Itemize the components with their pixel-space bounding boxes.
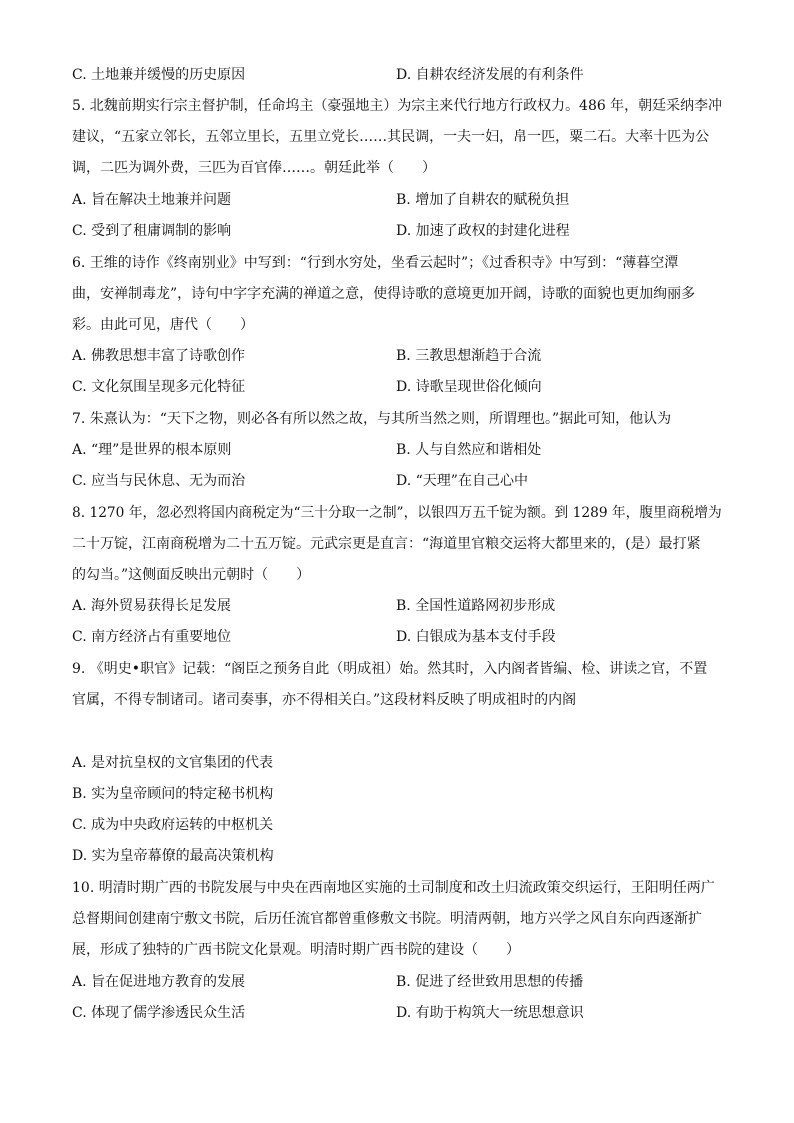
q5-stem-line-2: 建议，“五家立邻长，五邻立里长，五里立党长……其民调，一夫一妇，帛一匹，粟二石。大率十匹为公 <box>72 129 710 145</box>
q7-option-c: C. 应当与民休息、无为而治 <box>72 473 246 489</box>
q8-option-c: C. 南方经济占有重要地位 <box>72 629 232 645</box>
q8-option-d: D. 白银成为基本支付手段 <box>396 629 556 645</box>
q9-option-b: B. 实为皇帝顾问的特定秘书机构 <box>72 786 274 802</box>
q10-stem-line-2: 总督期间创建南宁敷文书院，后历任流官都曾重修敷文书院。明清两朝，地方兴学之风自东向西逐渐扩 <box>72 911 702 927</box>
q8-option-b: B. 全国性道路网初步形成 <box>396 598 556 614</box>
q5-option-c: C. 受到了租庸调制的影响 <box>72 223 232 239</box>
q6-option-c: C. 文化氛围呈现多元化特征 <box>72 379 246 395</box>
q7-option-d: D. “天理”在自己心中 <box>396 473 528 489</box>
q6-stem-line-2: 曲，安禅制毒龙”，诗句中字字充满的禅道之意，使得诗歌的意境更加开阔，诗歌的面貌也更加绚丽多 <box>72 286 696 302</box>
q10-option-a: A. 旨在促进地方教育的发展 <box>72 974 246 990</box>
q6-option-a: A. 佛教思想丰富了诗歌创作 <box>72 348 246 364</box>
q10-stem-line-3: 展，形成了独特的广西书院文化景观。明清时期广西书院的建设（ ） <box>72 942 520 958</box>
q4-option-c: C. 土地兼并缓慢的历史原因 <box>72 67 246 83</box>
q8-stem-line-2: 二十万锭，江南商税增为二十五万锭。元武宗更是直言：“海道里官粮交运将大都里来的，(是）最打紧 <box>72 536 701 552</box>
q4-option-d: D. 自耕农经济发展的有利条件 <box>396 67 584 83</box>
q8-option-a: A. 海外贸易获得长足发展 <box>72 598 232 614</box>
q5-option-a: A. 旨在解决土地兼并问题 <box>72 192 232 208</box>
q9-option-c: C. 成为中央政府运转的中枢机关 <box>72 817 274 833</box>
q10-stem-line-1: 10. 明清时期广西的书院发展与中央在西南地区实施的土司制度和改土归流政策交织运行，王阳明任两广 <box>72 880 715 896</box>
q7-option-a: A. “理”是世界的根本原则 <box>72 442 232 458</box>
q10-option-c: C. 体现了儒学渗透民众生活 <box>72 1005 246 1021</box>
q7-option-b: B. 人与自然应和谐相处 <box>396 442 542 458</box>
q6-stem-line-1: 6. 王维的诗作《终南别业》中写到：“行到水穷处，坐看云起时”；《过香积寺》中写到：“薄暮空潭 <box>72 255 679 271</box>
q5-option-d: D. 加速了政权的封建化进程 <box>396 223 570 239</box>
q9-option-a: A. 是对抗皇权的文官集团的代表 <box>72 755 274 771</box>
q5-stem-line-3: 调，二匹为调外费，三匹为百官俸……。朝廷此举（ ） <box>72 160 436 176</box>
q6-stem-line-3: 彩。由此可见，唐代（ ） <box>72 317 254 333</box>
q5-stem-line-1: 5. 北魏前期实行宗主督护制，任命坞主（豪强地主）为宗主来代行地方行政权力。486 年，朝廷采纳李冲 <box>72 98 723 114</box>
q9-stem-line-2: 官属，不得专制诸司。诸司奏事，亦不得相关白。”这段材料反映了明成祖时的内阁 <box>72 692 577 708</box>
q5-option-b: B. 增加了自耕农的赋税负担 <box>396 192 570 208</box>
q10-option-d: D. 有助于构筑大一统思想意识 <box>396 1005 584 1021</box>
q10-option-b: B. 促进了经世致用思想的传播 <box>396 974 584 990</box>
q8-stem-line-1: 8. 1270 年，忽必烈将国内商税定为“三十分取一之制”，以银四万五千锭为额。到 1289 年，腹里商税增为 <box>72 505 722 521</box>
q9-option-d: D. 实为皇帝幕僚的最高决策机构 <box>72 848 274 864</box>
q6-option-b: B. 三教思想渐趋于合流 <box>396 348 542 364</box>
q8-stem-line-3: 的勾当。”这侧面反映出元朝时（ ） <box>72 567 311 583</box>
q6-option-d: D. 诗歌呈现世俗化倾向 <box>396 379 542 395</box>
q9-stem-line-1: 9. 《明史•职官》记载：“阁臣之预务自此（明成祖）始。然其时，入内阁者皆编、检、讲读之官，不置 <box>72 661 708 677</box>
q7-stem-line-1: 7. 朱熹认为：“天下之物，则必各有所以然之故，与其所当然之则，所谓理也。”据此可知，他认为 <box>72 411 672 427</box>
